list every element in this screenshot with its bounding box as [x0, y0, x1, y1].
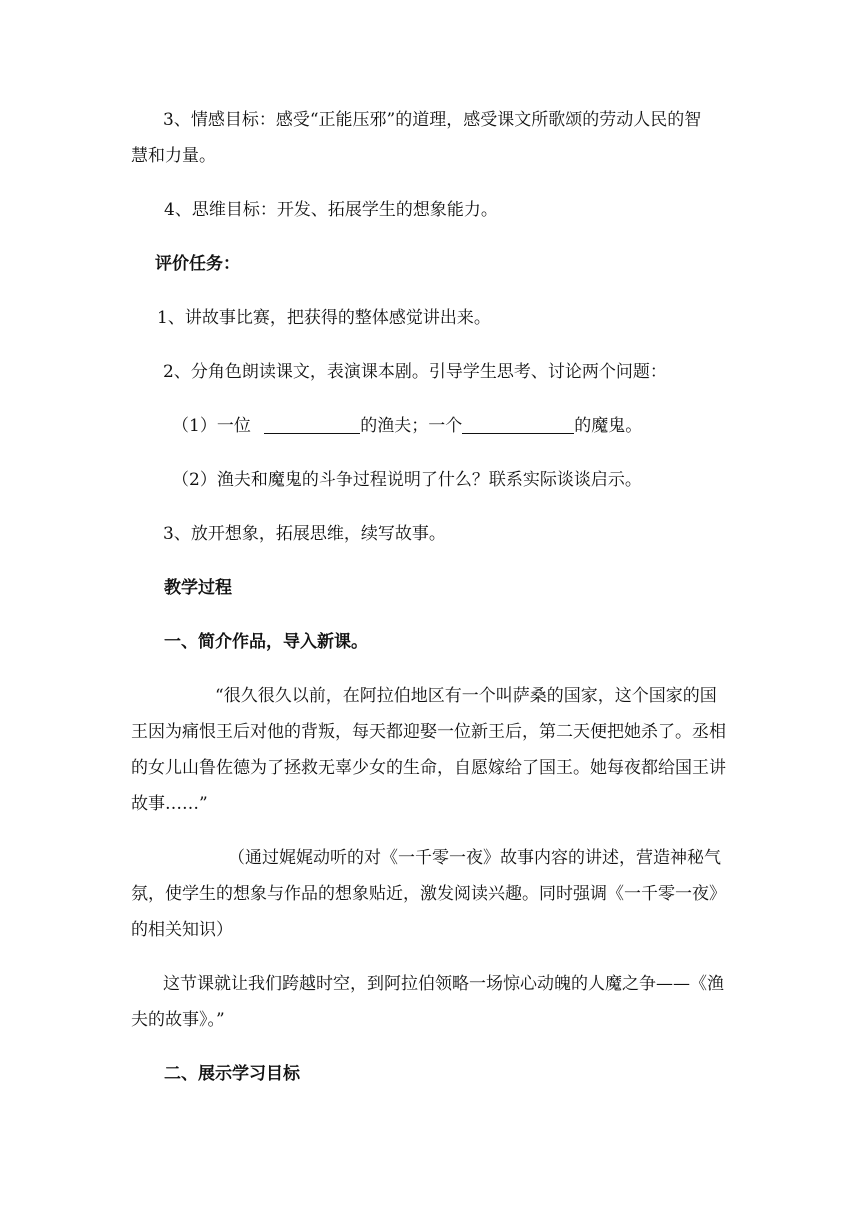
story-quote-line-1: “很久很久以前，在阿拉伯地区有一个叫萨桑的国家，这个国家的国	[215, 686, 717, 706]
story-quote-line-4: 故事……”	[131, 794, 208, 814]
teacher-note-line-2: 氛，使学生的想象与作品的想象贴近，激发阅读兴趣。同时强调《一千零一夜》	[131, 884, 726, 904]
intro-line-1: 这节课就让我们跨越时空，到阿拉伯领略一场惊心动魄的人魔之争——《渔	[163, 974, 724, 994]
assessment-task-1: 1、讲故事比赛，把获得的整体感觉讲出来。	[157, 308, 491, 328]
story-quote-line-3: 的女儿山鲁佐德为了拯救无辜少女的生命，自愿嫁给了国王。她每夜都给国王讲	[131, 758, 726, 778]
assessment-task-3: 3、放开想象，拓展思维，续写故事。	[163, 524, 446, 544]
section-2-heading: 二、展示学习目标	[164, 1064, 300, 1084]
intro-line-2: 夫的故事》。”	[131, 1010, 225, 1030]
emotion-goal-line-2: 慧和力量。	[131, 146, 216, 166]
question-1	[172, 414, 642, 438]
teacher-note-line-3: 的相关知识）	[131, 920, 233, 940]
section-1-heading: 一、简介作品，导入新课。	[164, 632, 368, 652]
fill-blank-1	[264, 415, 360, 434]
teacher-note-line-1: （通过娓娓动听的对《一千零一夜》故事内容的讲述，营造神秘气	[228, 848, 721, 868]
emotion-goal-line-1: 3、情感目标：感受“正能压邪”的道理，感受课文所歌颂的劳动人民的智	[163, 110, 702, 130]
question-1-part-b: 的渔夫；一个	[360, 416, 463, 436]
question-1-part-a: （1）一位	[172, 416, 251, 436]
process-heading: 教学过程	[164, 578, 232, 598]
question-1-part-c: 的魔鬼。	[574, 416, 643, 436]
question-2: （2）渔夫和魔鬼的斗争过程说明了什么？联系实际谈谈启示。	[172, 470, 642, 490]
assessment-task-2: 2、分角色朗读课文，表演课本剧。引导学生思考、讨论两个问题：	[163, 362, 667, 382]
fill-blank-2	[462, 415, 574, 434]
assessment-heading: 评价任务：	[155, 254, 240, 274]
story-quote-line-2: 王因为痛恨王后对他的背叛，每天都迎娶一位新王后，第二天便把她杀了。丞相	[131, 722, 726, 742]
thinking-goal: 4、思维目标：开发、拓展学生的想象能力。	[164, 200, 498, 220]
